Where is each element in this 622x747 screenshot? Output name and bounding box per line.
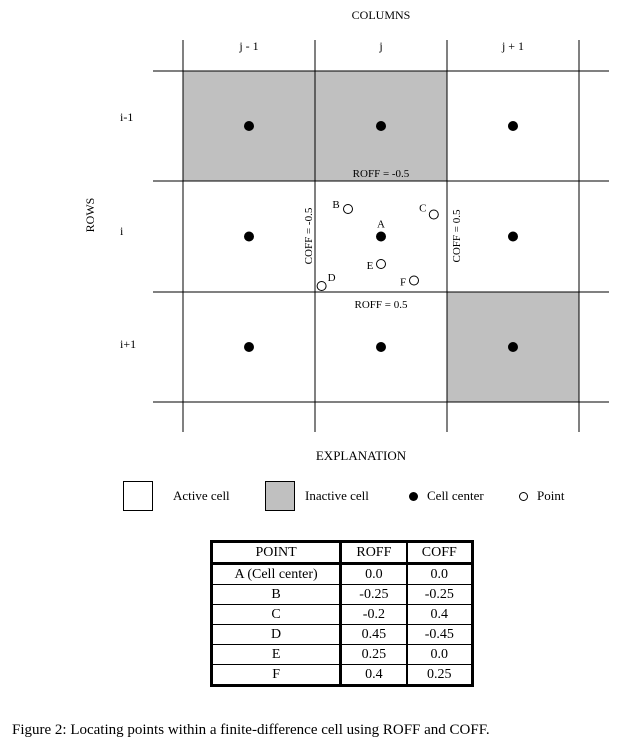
roff-bottom-label: ROFF = 0.5 [354,299,408,311]
point-e [377,260,386,269]
cell-roff: -0.25 [341,585,407,605]
legend-cell-center-label: Cell center [427,488,484,503]
cell-roff: 0.25 [341,645,407,665]
table-row [212,665,473,686]
cell-center-dot [244,232,254,242]
cell-center-dot [508,232,518,242]
table-header-row [212,542,473,564]
cell-point: F [212,665,341,686]
cell-point: E [212,645,341,665]
cell-coff: 0.25 [407,665,473,686]
explanation-title: EXPLANATION [315,448,407,463]
column-label-j-minus-1: j - 1 [239,39,259,53]
cell-coff: -0.25 [407,585,473,605]
legend-cell-center [409,480,484,512]
cell-roff: -0.2 [341,605,407,625]
header-coff: COFF [407,542,473,564]
table-row [212,625,473,645]
cell-roff: 0.0 [341,564,407,585]
columns-title: COLUMNS [351,8,411,22]
cell-point: D [212,625,341,645]
point-c [429,210,438,219]
points-group [317,199,438,291]
row-label-i-plus-1: i+1 [120,337,137,351]
legend-active-cell [123,480,230,512]
point-b [344,205,353,214]
cell-center-dot [376,121,386,131]
point-f [410,276,419,285]
header-point: POINT [212,542,341,564]
row-label-i: i [120,224,124,238]
cell-center-dot [244,121,254,131]
point-label-a: A [377,218,385,231]
cell-center-dot [244,342,254,352]
explanation-legend [0,480,622,512]
coff-right-label: COFF = 0.5 [451,209,463,263]
point-icon [519,492,528,501]
legend-active-cell-label: Active cell [173,488,230,503]
cell-roff: 0.4 [341,665,407,686]
cell-coff: -0.45 [407,625,473,645]
roff-top-label: ROFF = -0.5 [352,168,410,180]
coff-left-label: COFF = -0.5 [303,207,315,265]
cell-coff: 0.0 [407,564,473,585]
legend-inactive-cell-label: Inactive cell [305,488,369,503]
cell-coff: 0.0 [407,645,473,665]
legend-point [519,480,564,512]
cell-point: B [212,585,341,605]
legend-inactive-cell [265,480,369,512]
point-d [317,282,326,291]
point-label-f: F [399,276,407,289]
cell-point: C [212,605,341,625]
table-row [212,585,473,605]
cell-center-dot [376,232,386,242]
column-label-j-plus-1: j + 1 [501,39,525,53]
figure-caption: Figure 2: Locating points within a finite-difference cell using ROFF and COFF. [12,722,490,738]
cell-center-icon [409,492,418,501]
table-row [212,645,473,665]
cell-point: A (Cell center) [212,564,341,585]
active-cell-swatch [123,481,153,511]
table-row [212,605,473,625]
legend-point-label: Point [537,488,565,503]
table-row [212,564,473,585]
points-table [210,540,474,687]
point-label-b: B [332,199,340,211]
cell-roff: 0.45 [341,625,407,645]
header-roff: ROFF [341,542,407,564]
cell-coff: 0.4 [407,605,473,625]
row-label-i-minus-1: i-1 [120,110,134,124]
point-label-c: C [419,202,427,215]
point-label-e: E [366,260,374,272]
rows-title: ROWS [83,197,97,233]
cell-center-dot [376,342,386,352]
cell-center-dot [508,121,518,131]
inactive-cell-swatch [265,481,295,511]
cell-center-dot [508,342,518,352]
column-label-j: j [379,39,383,53]
point-label-d: D [327,272,336,284]
